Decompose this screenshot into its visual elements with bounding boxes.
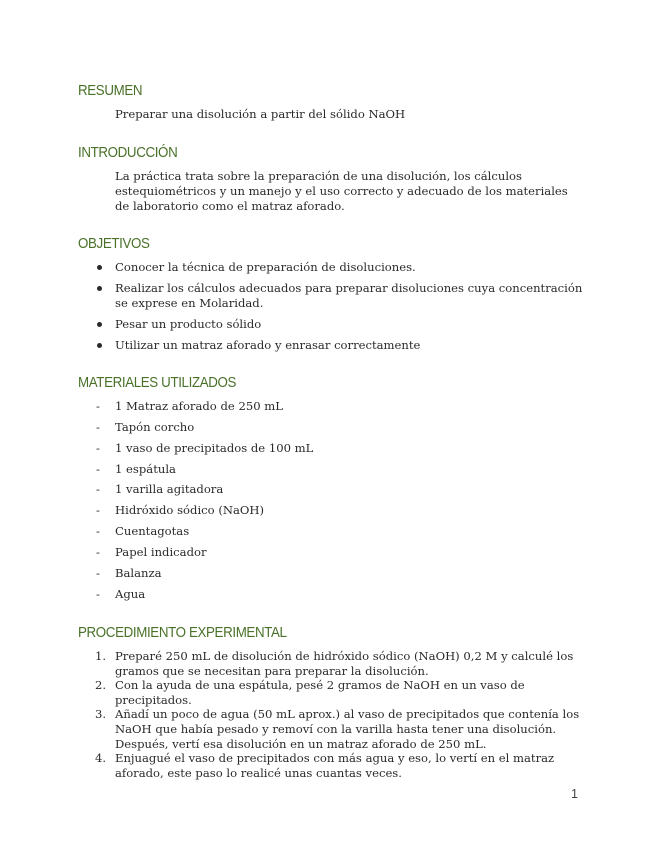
- resumen-heading: RESUMEN: [78, 83, 143, 99]
- dash-marker: -: [96, 524, 100, 539]
- list-item: [78, 503, 588, 518]
- procedimiento-list: [78, 649, 598, 780]
- page-number: 1: [571, 787, 578, 801]
- list-item: [78, 420, 588, 435]
- bullet-dot-icon: [97, 343, 102, 348]
- list-item: [78, 678, 598, 707]
- list-item: [78, 587, 588, 602]
- list-item: [78, 649, 598, 678]
- introduccion-heading: INTRODUCCIÓN: [78, 145, 178, 161]
- dash-marker: -: [96, 586, 100, 601]
- objetivos-list: [78, 260, 588, 359]
- list-item: [78, 399, 588, 414]
- dash-marker: -: [96, 565, 100, 580]
- step-number: 1.: [95, 649, 107, 663]
- list-item: [78, 462, 588, 477]
- material-text: Papel indicador: [115, 544, 207, 559]
- material-text: 1 varilla agitadora: [115, 482, 224, 497]
- objetivo-text: Conocer la técnica de preparación de disoluciones.: [115, 260, 416, 274]
- list-item: [78, 707, 598, 751]
- list-item: [78, 317, 588, 332]
- list-item: [78, 524, 588, 539]
- objetivos-heading: OBJETIVOS: [78, 236, 150, 252]
- material-text: 1 vaso de precipitados de 100 mL: [115, 440, 314, 455]
- objetivo-text: Pesar un producto sólido: [115, 317, 262, 331]
- list-item: [78, 545, 588, 560]
- step-number: 2.: [95, 678, 107, 693]
- bullet-dot-icon: [97, 265, 102, 270]
- objetivo-text: Realizar los cálculos adecuados para preparar disoluciones cuya concentración se exprese en Molaridad.: [115, 281, 583, 310]
- list-item: [78, 751, 598, 780]
- material-text: 1 espátula: [115, 461, 176, 476]
- dash-marker: -: [96, 544, 100, 559]
- step-text: Con la ayuda de una espátula, pesé 2 gramos de NaOH en un vaso de precipitados.: [115, 678, 525, 707]
- material-text: Tapón corcho: [115, 419, 195, 434]
- bullet-dot-icon: [97, 286, 102, 291]
- resumen-text: Preparar una disolución a partir del sólido NaOH: [115, 107, 406, 121]
- step-text: Añadí un poco de agua (50 mL aprox.) al vaso de precipitados que contenía los NaOH que había pesado y removí con la varilla hasta tener una disolución. Después, vertí esa disolución en un matraz aforado de 250 mL.: [115, 707, 580, 751]
- objetivo-text: Utilizar un matraz aforado y enrasar correctamente: [115, 338, 421, 352]
- dash-marker: -: [96, 440, 100, 455]
- dash-marker: -: [96, 503, 100, 518]
- step-text: Enjuagué el vaso de precipitados con más agua y eso, lo vertí en el matraz aforado, este paso lo realicé unas cuantas veces.: [115, 751, 555, 780]
- list-item: [78, 566, 588, 581]
- list-item: [78, 281, 588, 311]
- material-text: Agua: [115, 586, 146, 601]
- list-item: [78, 338, 588, 353]
- list-item: [78, 260, 588, 275]
- list-item: [78, 441, 588, 456]
- material-text: Balanza: [115, 565, 162, 580]
- dash-marker: -: [96, 461, 100, 476]
- material-text: 1 Matraz aforado de 250 mL: [115, 399, 283, 413]
- introduccion-text: La práctica trata sobre la preparación de una disolución, los cálculos estequiométricos y un manejo y el uso correcto y adecuado de los materiales de laboratorio como el matraz aforado.: [115, 169, 568, 213]
- step-number: 4.: [95, 751, 107, 766]
- materiales-heading: MATERIALES UTILIZADOS: [78, 375, 237, 391]
- procedimiento-heading: PROCEDIMIENTO EXPERIMENTAL: [78, 625, 287, 641]
- materiales-list: [78, 399, 588, 607]
- material-text: Cuentagotas: [115, 524, 190, 539]
- list-item: [78, 482, 588, 497]
- dash-marker: -: [96, 482, 100, 497]
- bullet-dot-icon: [97, 322, 102, 327]
- step-number: 3.: [95, 707, 107, 722]
- step-text: Preparé 250 mL de disolución de hidróxido sódico (NaOH) 0,2 M y calculé los gramos que se necesitan para preparar la disolución.: [115, 649, 574, 678]
- dash-marker: -: [96, 399, 100, 413]
- dash-marker: -: [96, 419, 100, 434]
- material-text: Hidróxido sódico (NaOH): [115, 503, 265, 518]
